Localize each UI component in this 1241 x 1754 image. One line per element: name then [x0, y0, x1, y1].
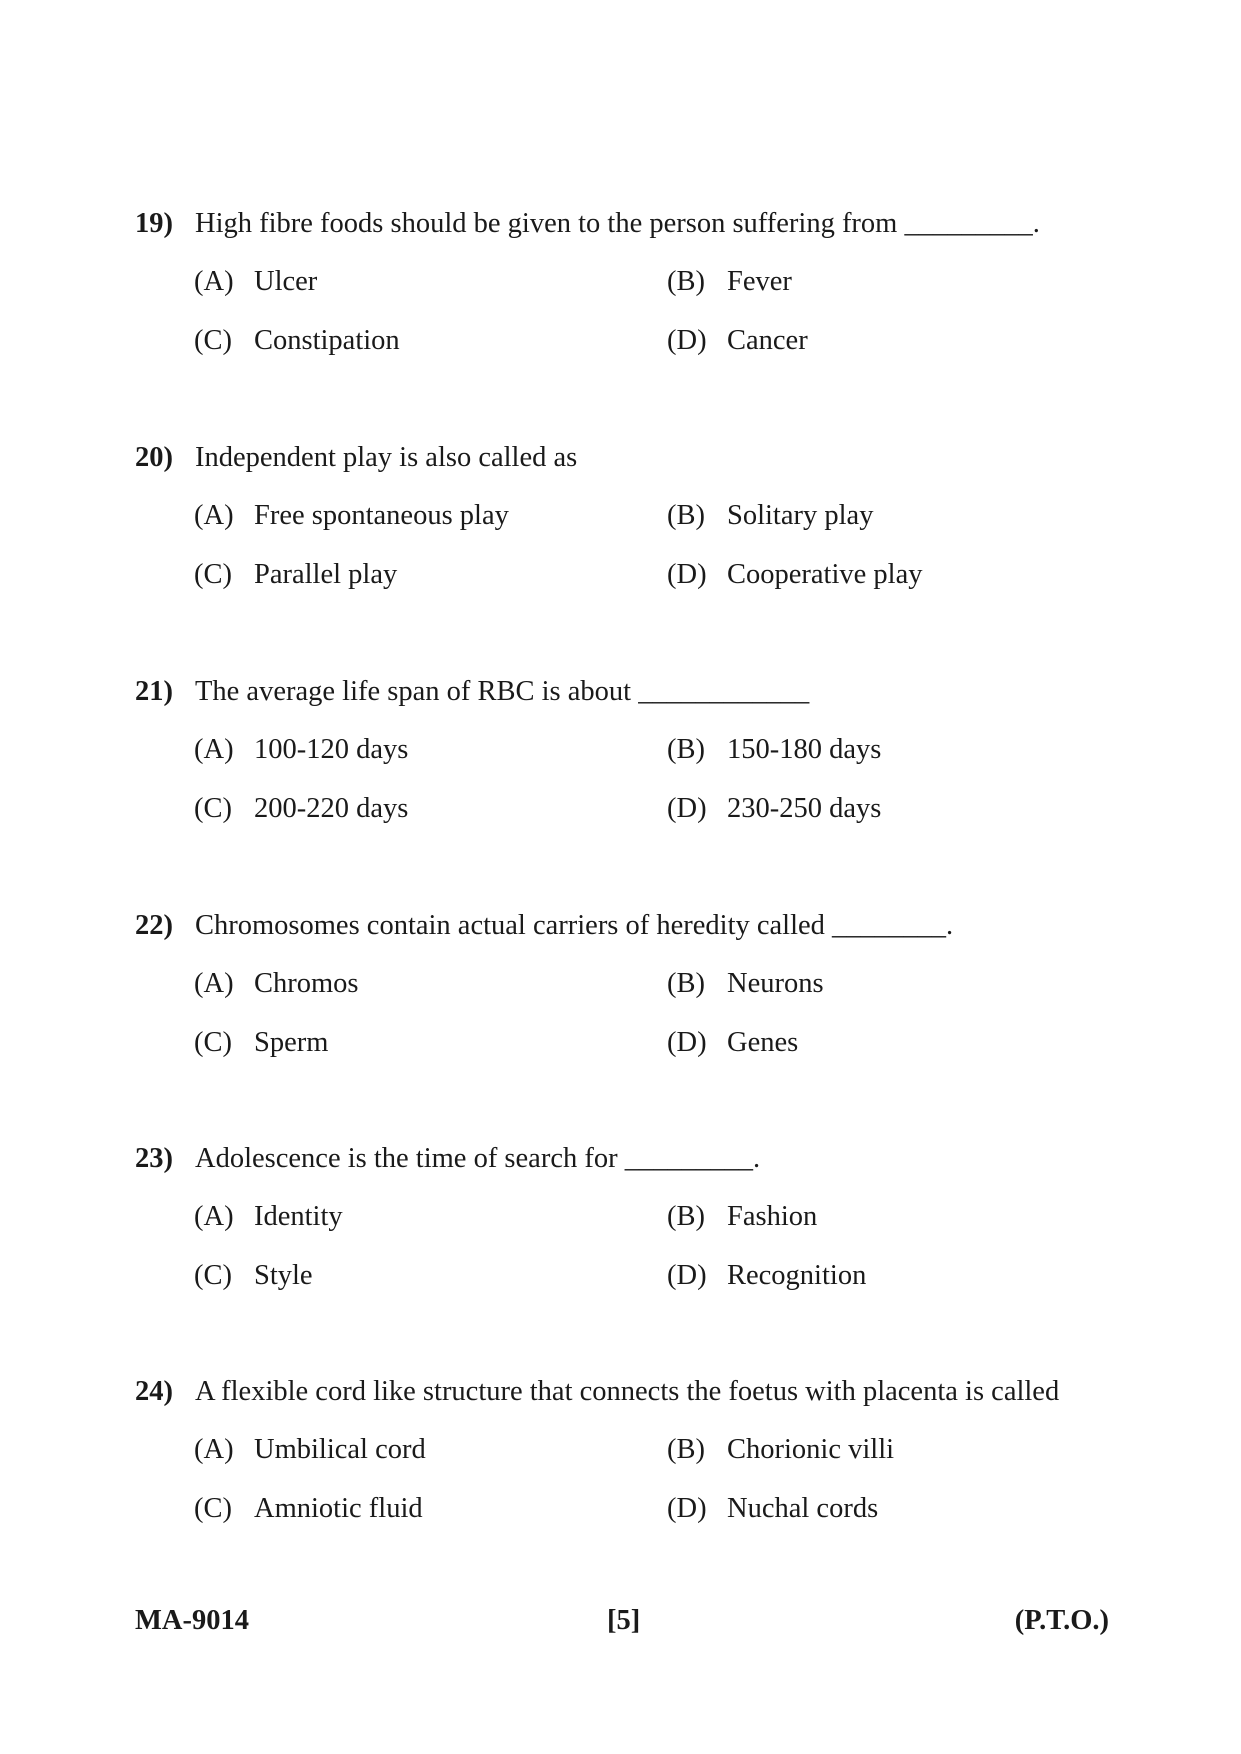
option-text: 200-220 days — [254, 793, 409, 824]
option-letter: (B) — [667, 266, 705, 297]
option-letter: (D) — [667, 1027, 707, 1058]
question-line — [135, 441, 577, 475]
option-letter: (A) — [194, 1201, 234, 1232]
option-letter: (A) — [194, 266, 234, 297]
question-number: 24) — [135, 1376, 173, 1407]
option-text: Cancer — [727, 325, 808, 356]
paper-code: MA-9014 — [135, 1605, 249, 1636]
option-letter: (C) — [194, 793, 232, 824]
option-c — [194, 558, 397, 592]
option-text: Free spontaneous play — [254, 500, 509, 531]
option-text: Nuchal cords — [727, 1493, 879, 1524]
option-letter: (D) — [667, 793, 707, 824]
option-letter: (C) — [194, 559, 232, 590]
option-letter: (C) — [194, 325, 232, 356]
option-b — [667, 733, 881, 767]
option-text: Solitary play — [727, 500, 874, 531]
option-text: Chromos — [254, 968, 359, 999]
option-d — [667, 324, 808, 358]
option-letter: (C) — [194, 1493, 232, 1524]
question-number: 23) — [135, 1143, 173, 1174]
option-text: 150-180 days — [727, 734, 882, 765]
option-letter: (B) — [667, 1201, 705, 1232]
page-footer — [0, 1604, 1241, 1638]
option-text: Neurons — [727, 968, 824, 999]
option-text: Ulcer — [254, 266, 318, 297]
option-letter: (A) — [194, 500, 234, 531]
question-text: A flexible cord like structure that connects the foetus with placenta is called — [195, 1376, 1060, 1407]
option-text: Amniotic fluid — [254, 1493, 423, 1524]
option-text: 100-120 days — [254, 734, 409, 765]
option-d — [667, 1492, 878, 1526]
question-text: The average life span of RBC is about ____________ — [195, 676, 810, 707]
option-text: Fashion — [727, 1201, 818, 1232]
question-line — [135, 675, 809, 709]
option-b — [667, 967, 824, 1001]
option-c — [194, 792, 408, 826]
option-a — [194, 967, 359, 1001]
option-text: 230-250 days — [727, 793, 882, 824]
option-c — [194, 1026, 328, 1060]
option-b — [667, 1433, 894, 1467]
option-b — [667, 1200, 817, 1234]
option-letter: (D) — [667, 1260, 707, 1291]
option-d — [667, 792, 881, 826]
option-b — [667, 265, 792, 299]
question-number: 21) — [135, 676, 173, 707]
option-letter: (D) — [667, 559, 707, 590]
option-a — [194, 733, 408, 767]
option-text: Parallel play — [254, 559, 398, 590]
option-a — [194, 499, 509, 533]
question-number: 20) — [135, 442, 173, 473]
option-letter: (D) — [667, 325, 707, 356]
option-c — [194, 1259, 313, 1293]
option-a — [194, 265, 317, 299]
option-text: Fever — [727, 266, 792, 297]
option-c — [194, 324, 400, 358]
option-letter: (B) — [667, 734, 705, 765]
question-number: 22) — [135, 910, 173, 941]
option-c — [194, 1492, 423, 1526]
question-line — [135, 1375, 1059, 1409]
page-number: [5] — [607, 1605, 641, 1636]
option-letter: (C) — [194, 1260, 232, 1291]
option-d — [667, 1259, 866, 1293]
option-text: Style — [254, 1260, 313, 1291]
option-letter: (A) — [194, 968, 234, 999]
question-line — [135, 207, 1040, 241]
question-text: High fibre foods should be given to the person suffering from _________. — [195, 208, 1040, 239]
option-text: Constipation — [254, 325, 400, 356]
option-text: Umbilical cord — [254, 1434, 426, 1465]
option-text: Chorionic villi — [727, 1434, 895, 1465]
question-text: Adolescence is the time of search for _________. — [195, 1143, 761, 1174]
option-letter: (C) — [194, 1027, 232, 1058]
option-text: Genes — [727, 1027, 799, 1058]
question-text: Independent play is also called as — [195, 442, 578, 473]
option-d — [667, 1026, 798, 1060]
option-b — [667, 499, 873, 533]
option-letter: (A) — [194, 734, 234, 765]
question-line — [135, 1142, 760, 1176]
question-number: 19) — [135, 208, 173, 239]
option-letter: (A) — [194, 1434, 234, 1465]
option-text: Cooperative play — [727, 559, 923, 590]
pto-label: (P.T.O.) — [1014, 1605, 1109, 1636]
option-a — [194, 1200, 343, 1234]
option-letter: (B) — [667, 500, 705, 531]
option-text: Identity — [254, 1201, 343, 1232]
question-line — [135, 909, 953, 943]
option-d — [667, 558, 922, 592]
option-letter: (B) — [667, 968, 705, 999]
option-a — [194, 1433, 426, 1467]
option-text: Recognition — [727, 1260, 867, 1291]
option-text: Sperm — [254, 1027, 329, 1058]
option-letter: (B) — [667, 1434, 705, 1465]
option-letter: (D) — [667, 1493, 707, 1524]
question-text: Chromosomes contain actual carriers of heredity called ________. — [195, 910, 954, 941]
